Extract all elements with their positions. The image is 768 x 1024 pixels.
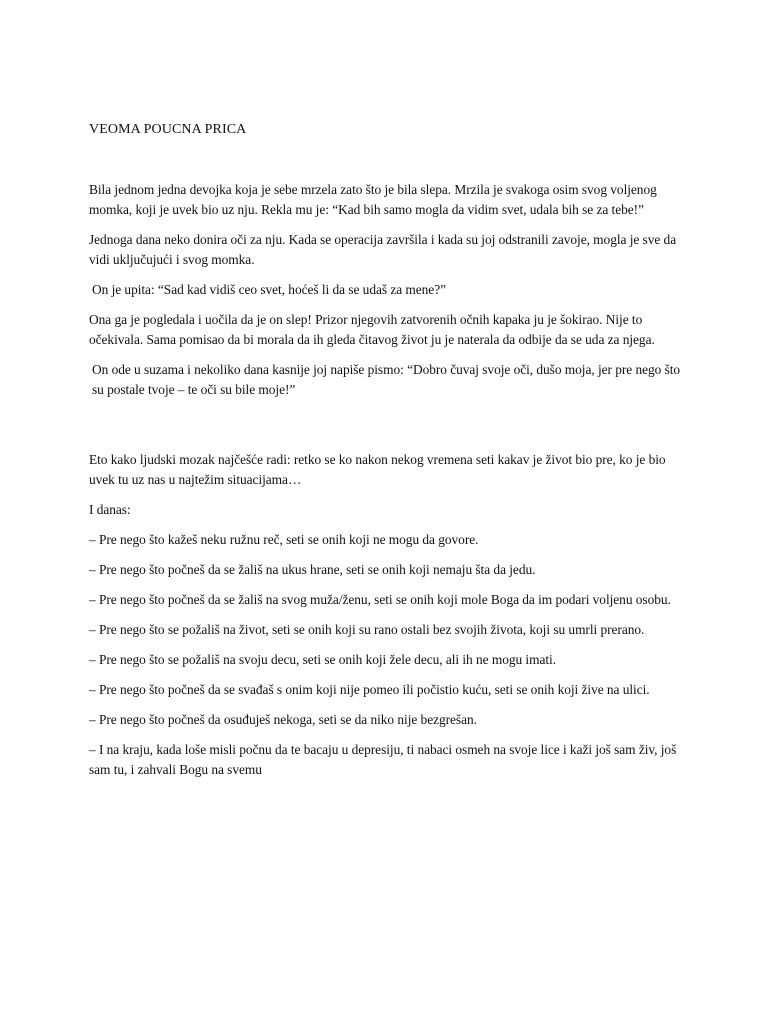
document-body [89, 120, 689, 790]
list-item-5: – Pre nego što se požališ na svoju decu, seti se onih koji žele decu, ali ih ne mogu imati. [89, 652, 556, 667]
paragraph-4: Ona ga je pogledala i uočila da je on slep! Prizor njegovih zatvorenih očnih kapaka ju je šokirao. Nije to očekivala. Sama pomisao da bi morala da ih gleda čitavog život ju je naterala da odbije da se uda za njega. [89, 312, 655, 347]
paragraph-3: On je upita: “Sad kad vidiš ceo svet, hoćeš li da se udaš za mene?” [92, 282, 446, 297]
list-item-1: – Pre nego što kažeš neku ružnu reč, seti se onih koji ne mogu da govore. [89, 532, 479, 547]
list-item-3: – Pre nego što počneš da se žališ na svog muža/ženu, seti se onih koji mole Boga da im podari voljenu osobu. [89, 592, 671, 607]
list-item-4: – Pre nego što se požališ na život, seti se onih koji su rano ostali bez svojih života, koji su umrli prerano. [89, 622, 645, 637]
list-item-7: – Pre nego što počneš da osuđuješ nekoga, seti se da niko nije bezgrešan. [89, 712, 477, 727]
list-item-8: – I na kraju, kada loše misli počnu da te bacaju u depresiju, ti nabaci osmeh na svoje lice i kaži još sam živ, još sam tu, i zahvali Bogu na svemu [89, 742, 677, 777]
paragraph-7: I danas: [89, 502, 131, 517]
paragraph-6: Eto kako ljudski mozak najčešće radi: retko se ko nakon nekog vremena seti kakav je život bio pre, ko je bio uvek tu uz nas u najtežim situacijama… [89, 452, 666, 487]
paragraph-2: Jednoga dana neko donira oči za nju. Kada se operacija završila i kada su joj odstranili zavoje, mogla je sve da vidi uključujući i svog momka. [89, 232, 677, 267]
paragraph-1: Bila jednom jedna devojka koja je sebe mrzela zato što je bila slepa. Mrzila je svakoga osim svog voljenog momka, koji je uvek bio uz nju. Rekla mu je: “Kad bih samo mogla da vidim svet, udala bih se za tebe!” [89, 182, 657, 217]
list-item-6: – Pre nego što počneš da se svađaš s onim koji nije pomeo ili počistio kuću, seti se onih koji žive na ulici. [89, 682, 650, 697]
list-item-2: – Pre nego što počneš da se žališ na ukus hrane, seti se onih koji nemaju šta da jedu. [89, 562, 536, 577]
paragraph-5: On ode u suzama i nekoliko dana kasnije joj napiše pismo: “Dobro čuvaj svoje oči, dušo moja, jer pre nego što su postale tvoje – te oči su bile moje!” [92, 362, 681, 397]
document-title: VEOMA POUCNA PRICA [89, 122, 247, 137]
